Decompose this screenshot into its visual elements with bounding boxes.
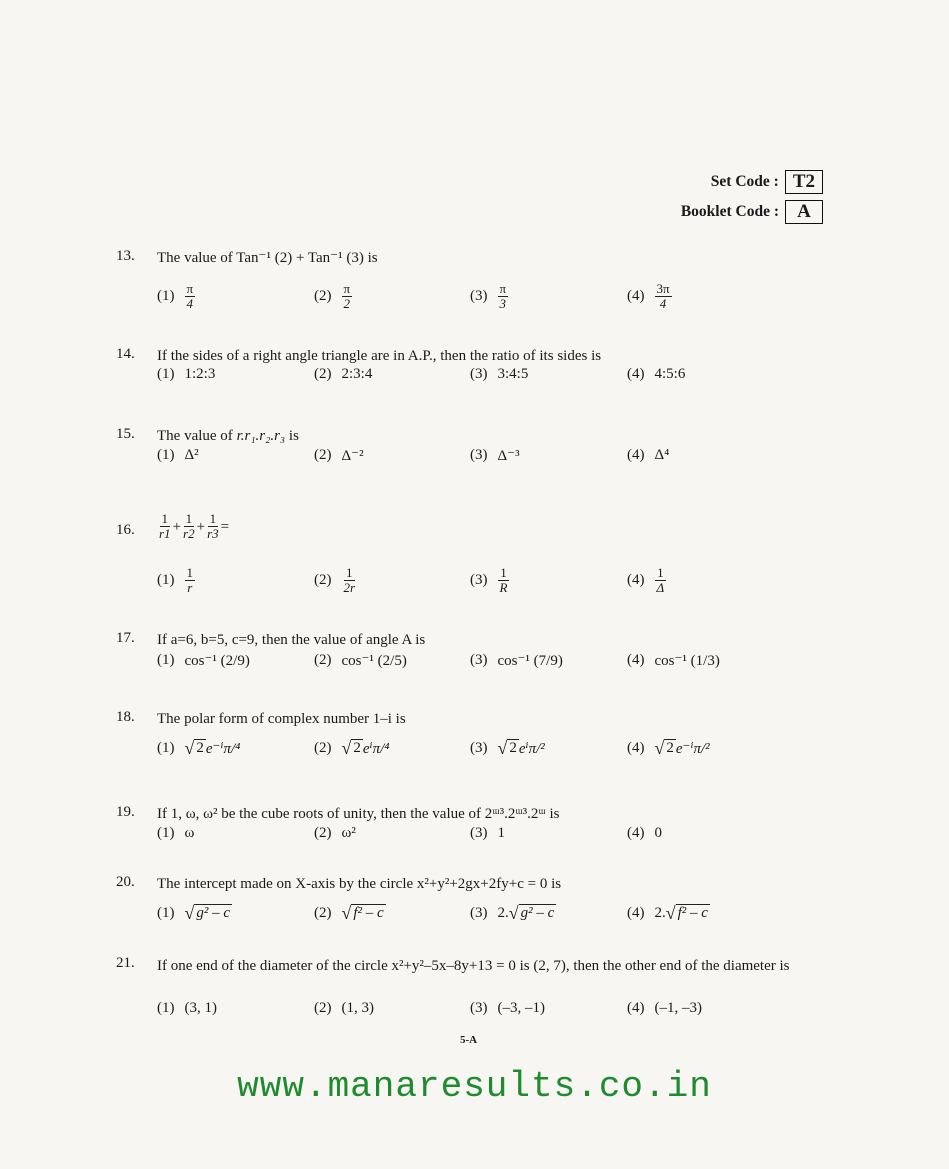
question-number: 17. (116, 630, 135, 646)
question-number: 18. (116, 709, 135, 725)
booklet-code (681, 200, 823, 224)
option-3: (3) $\frac{\pi}{3}$ (470, 280, 507, 311)
booklet-code-value: A (785, 200, 823, 224)
option-1: (1) $\frac{\pi}{4}$ (157, 280, 194, 311)
booklet-code-label: Booklet Code : (680, 203, 779, 220)
options (157, 363, 797, 385)
question-number: 14. (116, 346, 135, 362)
question-14 (116, 346, 839, 382)
options (157, 733, 797, 763)
fraction: $\frac{1}{r3}$ (207, 511, 219, 541)
option-1: (1) 1:2:3 (157, 365, 216, 382)
option-2: (2) √ 2 eⁱπ/⁴ (314, 738, 390, 758)
question-number: 13. (116, 248, 135, 264)
options (157, 898, 797, 928)
option-3: (3) 1 (470, 824, 505, 841)
option-2: (2) 2:3:4 (314, 365, 373, 382)
option-3: (3) $\frac{1}{R}$ (470, 564, 508, 595)
set-code-value: T2 (785, 170, 823, 194)
option-2: (2) √ f² – c (314, 903, 384, 923)
question-number: 15. (116, 426, 135, 442)
question-text: If 1, ω, ω² be the cube roots of unity, then the value of 2ᵚ³.2ᵚ³.2ᵚ is (157, 806, 560, 822)
page-number: 5-A (460, 1034, 478, 1046)
question-text: The intercept made on X-axis by the circle x²+y²+2gx+2fy+c = 0 is (157, 876, 562, 892)
question-number: 21. (116, 955, 135, 971)
option-1: (1) ω (157, 824, 195, 841)
option-2: (2) cos⁻¹ (2/5) (314, 651, 407, 669)
option-1: (1) Δ² (157, 446, 199, 463)
option-4: (4) cos⁻¹ (1/3) (627, 651, 720, 669)
question-16 (116, 511, 839, 595)
option-1: (1) (3, 1) (157, 999, 217, 1016)
options (157, 822, 797, 844)
question-17 (116, 630, 839, 669)
option-4: (4) (–1, –3) (627, 999, 702, 1016)
question-number: 16. (116, 522, 135, 538)
option-4: (4) Δ⁴ (627, 446, 670, 463)
option-4: (4) √ 2 e⁻ⁱπ/² (627, 738, 710, 758)
option-2: (2) (1, 3) (314, 999, 374, 1016)
question-15 (116, 426, 839, 464)
question-number: 19. (116, 804, 135, 820)
question-number: 20. (116, 874, 135, 890)
question-19 (116, 804, 839, 841)
question-text: The polar form of complex number 1–i is (157, 711, 406, 727)
question-21 (116, 955, 839, 1016)
option-2: (2) Δ⁻² (314, 446, 364, 464)
set-code (711, 170, 823, 194)
options (157, 649, 797, 671)
question-text: The value of Tan⁻¹ (2) + Tan⁻¹ (3) is (157, 250, 378, 266)
option-4: (4) 2. √ f² – c (627, 903, 708, 923)
option-2: (2) ω² (314, 824, 356, 841)
option-1: (1) √ 2 e⁻ⁱπ/⁴ (157, 738, 241, 758)
question-text: If the sides of a right angle triangle are in A.P., then the ratio of its sides is (157, 348, 602, 364)
question-20 (116, 874, 839, 923)
option-3: (3) √ 2 eⁱπ/² (470, 738, 545, 758)
options (157, 444, 797, 466)
math-expression: r.r₁.r₂.r₃ (236, 428, 286, 444)
website-watermark: www.manaresults.co.in (237, 1066, 712, 1107)
question-expression: $\frac{1}{r1}$ + $\frac{1}{r2}$ + $\frac{1}{r3}$ = (159, 511, 230, 541)
question-13 (116, 248, 839, 311)
options (157, 562, 797, 598)
option-1: (1) cos⁻¹ (2/9) (157, 651, 250, 669)
fraction: $\frac{1}{r2}$ (183, 511, 195, 541)
option-4: (4) 4:5:6 (627, 365, 686, 382)
question-text: The value of r.r₁.r₂.r₃ is (157, 428, 299, 444)
option-2: (2) $\frac{\pi}{2}$ (314, 280, 351, 311)
option-3: (3) (–3, –1) (470, 999, 545, 1016)
option-3: (3) cos⁻¹ (7/9) (470, 651, 563, 669)
option-2: (2) $\frac{1}{2r}$ (314, 564, 356, 595)
option-3: (3) Δ⁻³ (470, 446, 520, 464)
question-text: If one end of the diameter of the circle x²+y²–5x–8y+13 = 0 is (2, 7), then the other end of the diameter is (157, 958, 790, 974)
question-18 (116, 709, 839, 758)
option-1: (1) √ g² – c (157, 903, 231, 923)
option-4: (4) 0 (627, 824, 662, 841)
question-text: If a=6, b=5, c=9, then the value of angle A is (157, 632, 426, 648)
options (157, 278, 797, 314)
set-code-label: Set Code : (710, 173, 779, 190)
options (157, 997, 797, 1019)
option-4: (4) $\frac{1}{\Delta}$ (627, 564, 665, 595)
fraction: $\frac{1}{r1}$ (159, 511, 171, 541)
option-3: (3) 3:4:5 (470, 365, 529, 382)
option-3: (3) 2. √ g² – c (470, 903, 555, 923)
option-4: (4) $\frac{3\pi}{4}$ (627, 280, 670, 311)
option-1: (1) $\frac{1}{r}$ (157, 564, 193, 595)
